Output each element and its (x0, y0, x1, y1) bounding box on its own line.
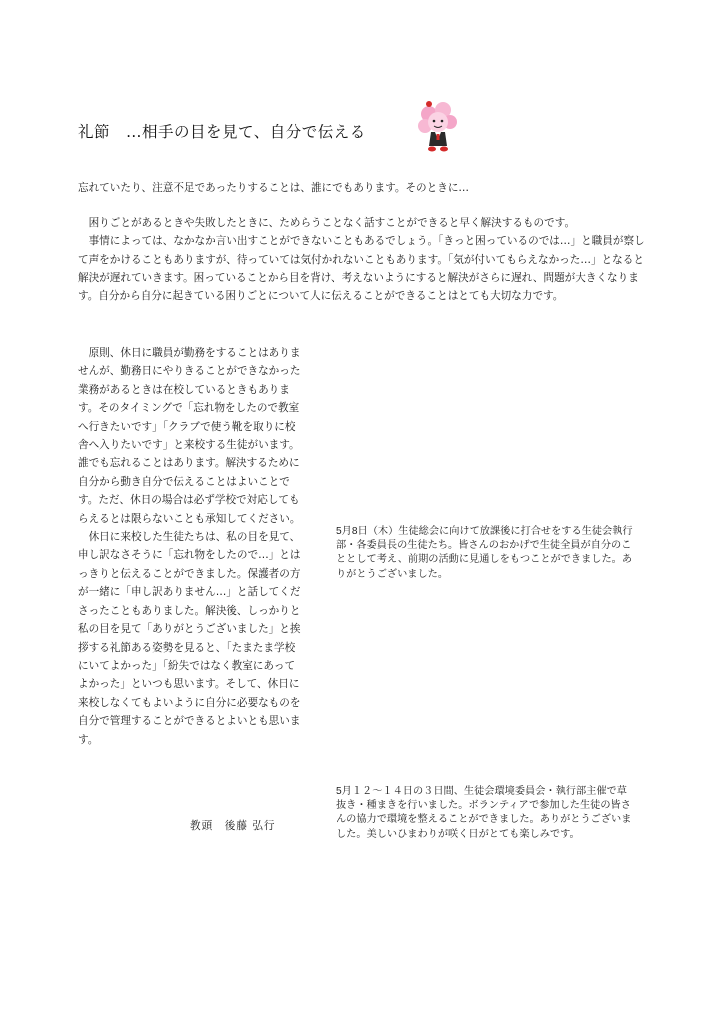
photo-caption-1: 5月8日（木）生徒総会に向けて放課後に打合せをする生徒会執行部・各委員長の生徒たち。皆さんのおかげで生徒全員が自分のこととして考え、前期の活動に見通しをもつことができました。ありがとうございました。 (336, 526, 633, 580)
left-paragraph: 原則、休日に職員が勤務をすることはありませんが、勤務日にやりきることができなかった業務があるときは在校しているときもあります。そのタイミングで「忘れ物をしたので教室へ行きたいです」「クラブで使う靴を取りに校舎へ入りたいです」と来校する生徒がいます。誰でも忘れることはあります。解決するために自分から動き自分で伝えることはよいことです。ただ、休日の場合は必ず学校で対応してもらえるとは限らないことも承知してください。 (78, 347, 301, 525)
main-article (78, 214, 650, 305)
photo-caption-2: 5月１２～１４日の３日間、生徒会環境委員会・執行部主催で草抜き・種まきを行いました。ボランティアで参加した生徒の皆さんの協力で環境を整えることができました。ありがとうございました。美しいひまわりが咲く日がとても楽しみです。 (336, 786, 632, 840)
left-column-article (78, 344, 302, 749)
mascot-icon (416, 100, 460, 154)
page-title: 礼節 …相手の目を見て、自分で伝える (78, 123, 366, 141)
author-signature: 教頭 後藤 弘行 (190, 820, 276, 832)
main-paragraph: 事情によっては、なかなか言い出すことができないこともあるでしょう。「きっと困っているのでは…」と職員が察して声をかけることもありますが、待っていては気付かれないこともあります。「気が付いてもらえなかった…」となると解決が遅れていきます。困っていることから目を背け、考えないようにすると解決がさらに遅れ、問題が大きくなります。自分から自分に起きている困りごとについて人に伝えることができることはとても大切な力です。 (78, 235, 645, 303)
intro-text: 忘れていたり、注意不足であったりすることは、誰にでもあります。そのときに… (78, 182, 470, 194)
main-paragraph: 困りごとがあるときや失敗したときに、ためらうことなく話すことができると早く解決するものです。 (88, 217, 576, 229)
left-paragraph: 休日に来校した生徒たちは、私の目を見て、申し訳なさそうに「忘れ物をしたので…」とはっきりと伝えることができました。保護者の方が一緒に「申し訳ありません…」と話してくださったこともありました。解決後、しっかりと私の目を見て「ありがとうございました」と挨拶する礼節ある姿勢を見ると、「たまたま学校にいてよかった」「紛失ではなく教室にあってよかった」といつも思います。そして、休日に来校しなくてもよいように自分に必要なものを自分で管理することができるとよいとも思います。 (78, 531, 301, 746)
